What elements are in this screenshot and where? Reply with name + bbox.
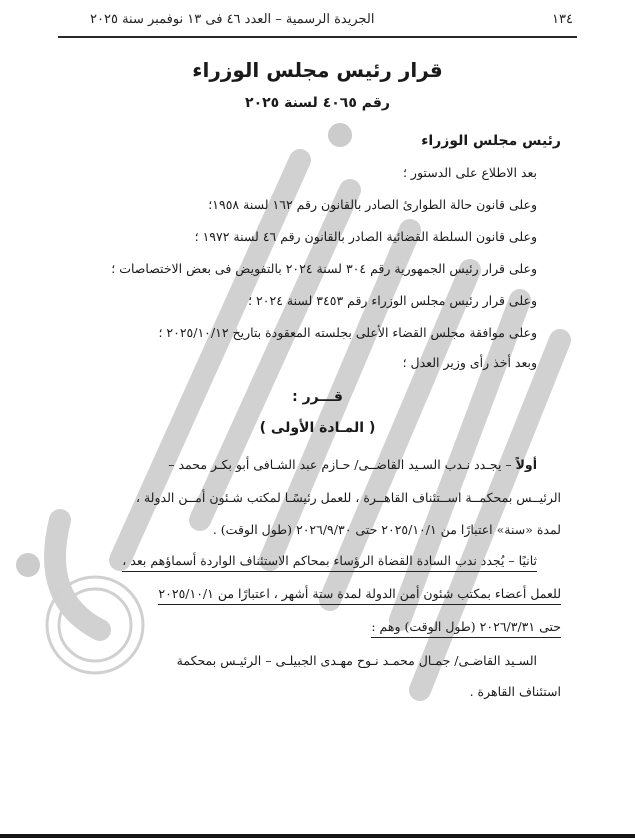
article-first-lead: أولاً bbox=[515, 457, 537, 472]
running-head bbox=[90, 6, 573, 32]
preamble-line: وعلى قرار رئيس الجمهورية رقم ٣٠٤ لسنة ٢٠٢٤ بالتفويض فى بعض الاختصاصات ؛ bbox=[111, 261, 537, 276]
header-divider bbox=[58, 36, 577, 38]
preamble-line: وعلى قرار رئيس مجلس الوزراء رقم ٣٤٥٣ لسنة ٢٠٢٤ ؛ bbox=[248, 293, 537, 308]
article-second-line: للعمل أعضاء بمكتب شئون أمن الدولة لمدة ستة أشهر ، اعتبارًا من ٢٠٢٥/١٠/١ bbox=[158, 586, 561, 601]
preamble-line: وبعد أخذ رأى وزير العدل ؛ bbox=[402, 355, 537, 370]
publication-line: الجريدة الرسمية – العدد ٤٦ فى ١٣ نوفمبر سنة ٢٠٢٥ bbox=[90, 11, 375, 27]
preamble-line: وعلى قانون حالة الطوارئ الصادر بالقانون رقم ١٦٢ لسنة ١٩٥٨؛ bbox=[208, 197, 537, 212]
article-first-line: الرئيــس بمحكمــة اســتئناف القاهــرة ، للعمل رئيسًـا لمكتب شـئون أمــن الدولة ، bbox=[135, 490, 561, 505]
page-bottom-edge bbox=[0, 834, 635, 838]
member-line: السـيد القاضـى/ جمـال محمـد نـوح مهـدى الجبيلـى – الرئيـس بمحكمة bbox=[176, 653, 537, 668]
issuer-heading: رئيس مجلس الوزراء bbox=[421, 133, 561, 149]
preamble-line: وعلى موافقة مجلس القضاء الأعلى بجلسته المعقودة بتاريخ ٢٠٢٥/١٠/١٢ ؛ bbox=[158, 325, 537, 340]
decree-title: قرار رئيس مجلس الوزراء bbox=[192, 58, 443, 82]
article-second-line: ثانيًا – يُجدد ندب السادة القضاة الرؤساء بمحاكم الاستئناف الواردة أسماؤهم بعد ، bbox=[122, 553, 537, 568]
article-heading: ( المـادة الأولى ) bbox=[259, 420, 376, 436]
decided-heading: قـــرر : bbox=[292, 389, 343, 405]
article-first-line: أولاً – يجـدد نـدب السـيد القاضــى/ حـازم عبد الشـافى أبو بكـر محمد – bbox=[168, 457, 537, 472]
preamble-line: بعد الاطلاع على الدستور ؛ bbox=[402, 165, 537, 180]
article-second-line: حتى ٢٠٢٦/٣/٣١ (طول الوقت) وهم : bbox=[371, 619, 561, 634]
preamble-line: وعلى قانون السلطة القضائية الصادر بالقانون رقم ٤٦ لسنة ١٩٧٢ ؛ bbox=[194, 229, 537, 244]
page-number: ١٣٤ bbox=[552, 11, 573, 27]
decree-number: رقم ٤٠٦٥ لسنة ٢٠٢٥ bbox=[245, 95, 390, 111]
member-line: استئناف القاهرة . bbox=[469, 684, 561, 699]
article-first-line: لمدة «سنة» اعتبارًا من ٢٠٢٥/١٠/١ حتى ٢٠٢٦/٩/٣٠ (طول الوقت) . bbox=[212, 522, 561, 537]
